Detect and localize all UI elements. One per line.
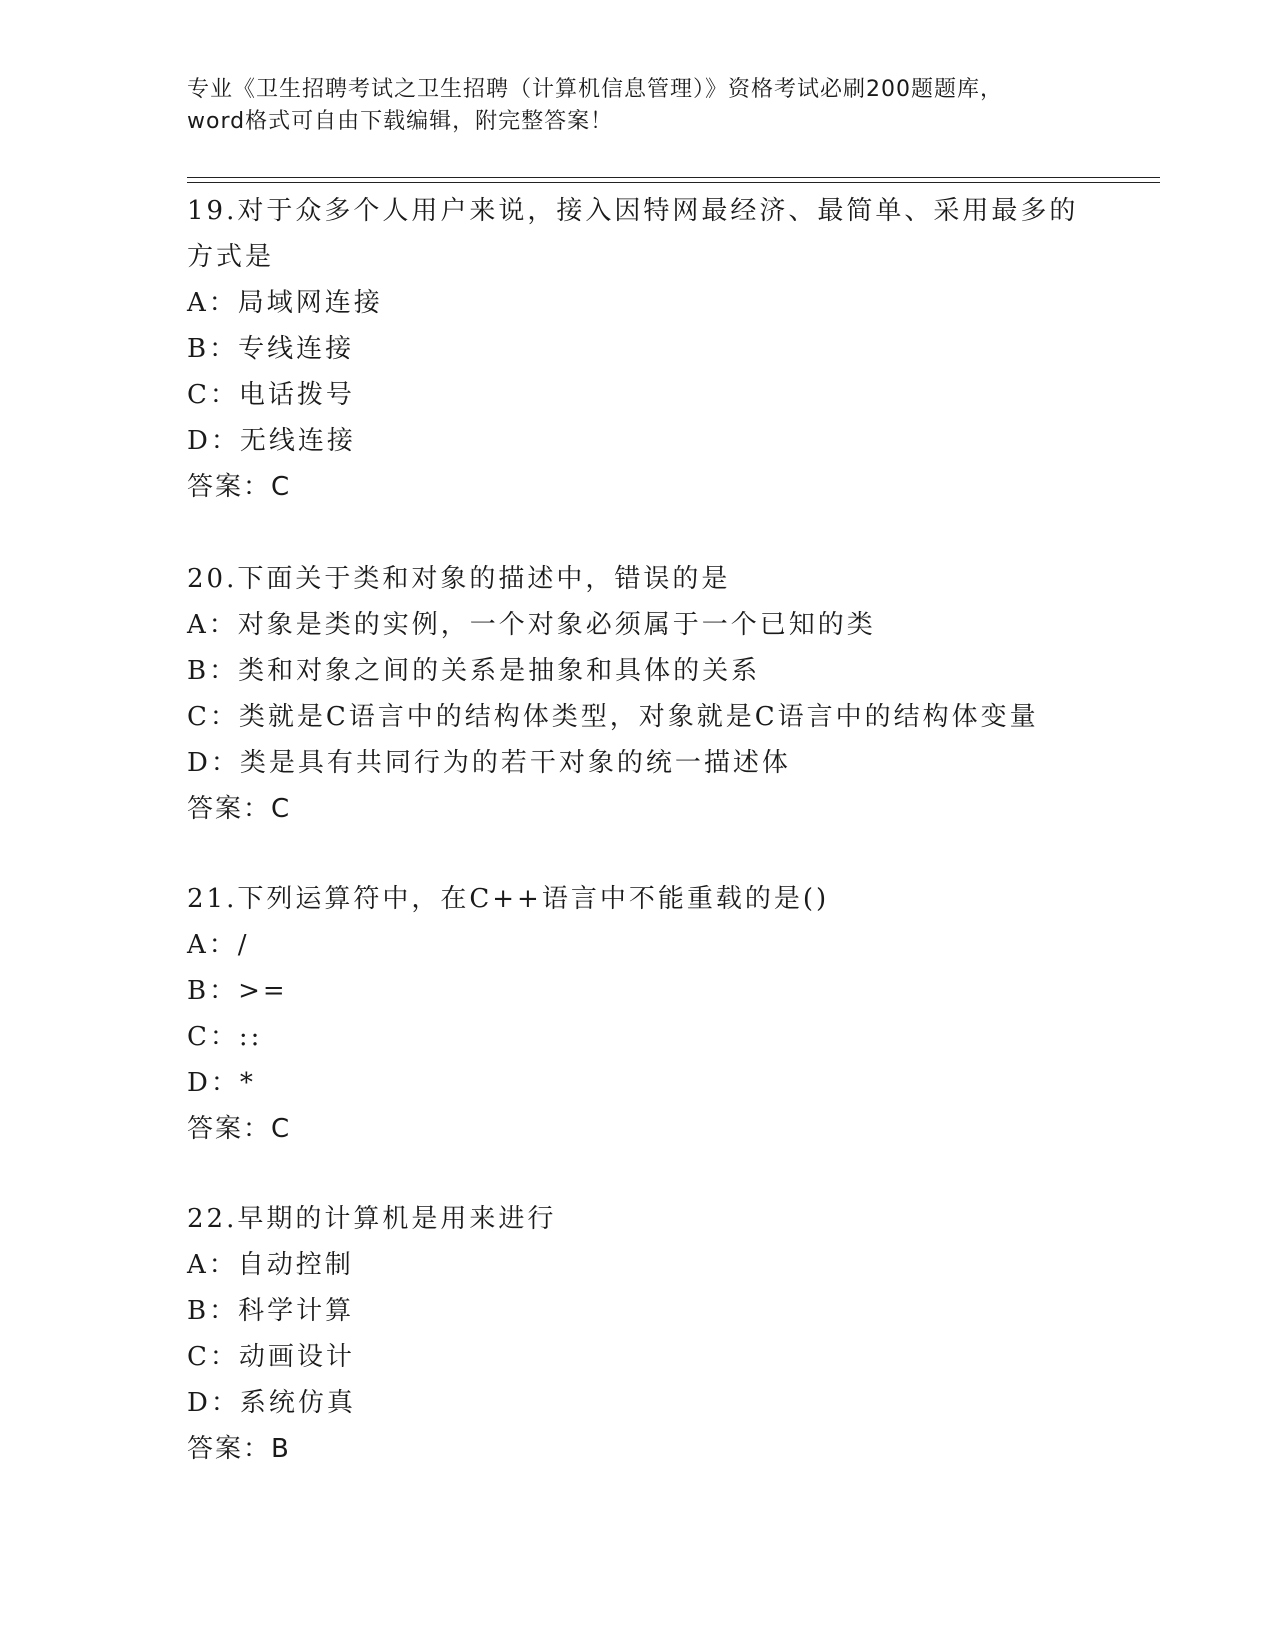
header-line-2: word格式可自由下载编辑，附完整答案！ [187,109,614,134]
option-a: A：对象是类的实例，一个对象必须属于一个已知的类 [187,610,876,640]
header-divider-bottom [187,182,1160,183]
option-d: D：无线连接 [187,426,356,456]
option-c: C：电话拨号 [187,380,355,410]
question-stem: 19.对于众多个人用户来说，接入因特网最经济、最简单、采用最多的 [187,196,1079,226]
question-22 [187,1196,1087,1472]
option-a: A：局域网连接 [187,288,383,318]
question-21 [187,876,1087,1152]
option-d: D：类是具有共同行为的若干对象的统一描述体 [187,748,791,778]
option-c: C：:: [187,1022,263,1052]
question-stem: 20.下面关于类和对象的描述中，错误的是 [187,564,731,594]
question-stem-continued: 方式是 [187,242,275,272]
option-c: C：动画设计 [187,1342,355,1372]
document-header [187,74,1107,138]
option-b: B：科学计算 [187,1296,355,1326]
question-stem: 22.早期的计算机是用来进行 [187,1204,557,1234]
option-c: C：类就是C语言中的结构体类型，对象就是C语言中的结构体变量 [187,702,1039,732]
option-d: D：* [187,1068,256,1098]
answer: 答案：C [187,1114,292,1144]
option-a: A：/ [187,930,250,960]
header-line-1: 专业《卫生招聘考试之卫生招聘（计算机信息管理）》资格考试必刷200题题库， [187,77,1003,102]
answer: 答案：C [187,794,292,824]
option-a: A：自动控制 [187,1250,354,1280]
answer: 答案：C [187,472,292,502]
question-stem: 21.下列运算符中，在C++语言中不能重载的是() [187,884,830,914]
option-d: D：系统仿真 [187,1388,356,1418]
option-b: B：>= [187,976,288,1006]
option-b: B：类和对象之间的关系是抽象和具体的关系 [187,656,761,686]
question-19 [187,188,1087,510]
option-b: B：专线连接 [187,334,355,364]
answer: 答案：B [187,1434,291,1464]
question-20 [187,556,1087,832]
header-divider-top [187,177,1160,178]
